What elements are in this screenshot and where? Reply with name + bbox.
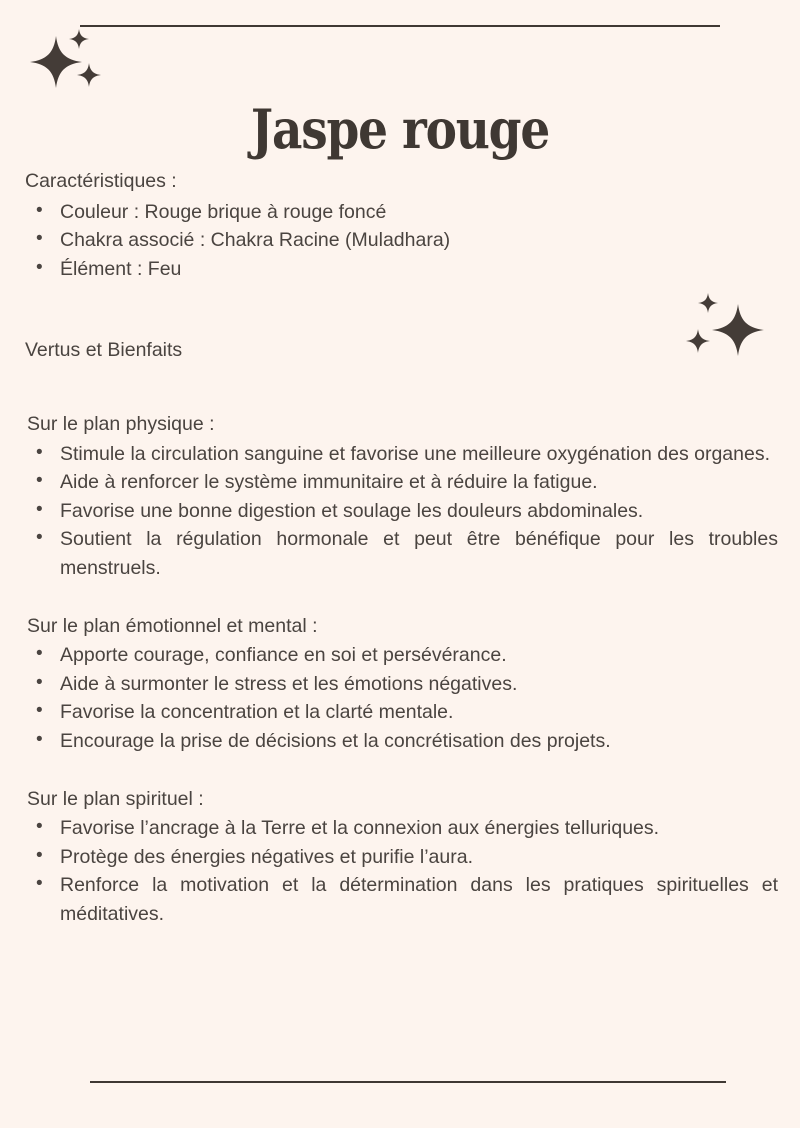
document-body [0,168,800,928]
list-item: • Favorise l’ancrage à la Terre et la connexion aux énergies telluriques. [60,814,778,843]
top-divider-rule [80,25,720,27]
bottom-divider-rule [90,1081,726,1083]
benefits-heading: Vertus et Bienfaits [25,339,183,362]
spacer [0,283,800,337]
subheading-physical: Sur le plan physique : [27,413,215,436]
list-item: • Aide à renforcer le système immunitaire et à réduire la fatigue. [60,468,778,497]
page-title: Jaspe rouge [250,98,550,163]
list-item: • Élément : Feu [60,255,778,284]
spacer [0,756,800,786]
characteristics-heading: Caractéristiques : [25,170,177,192]
list-item: • Renforce la motivation et la détermination dans les pratiques spirituelles et méditatives. [60,871,778,928]
sparkle-icon [30,34,82,90]
subheading-spiritual: Sur le plan spirituel : [27,787,204,810]
list-item: • Favorise la concentration et la clarté mentale. [60,698,778,727]
list-item: • Favorise une bonne digestion et soulage les douleurs abdominales. [60,497,778,526]
list-item: • Apporte courage, confiance en soi et persévérance. [60,641,778,670]
spiritual-benefits-list [0,814,800,928]
list-item: • Soutient la régulation hormonale et peut être bénéfique pour les troubles menstruels. [60,525,778,582]
list-item: • Chakra associé : Chakra Racine (Muladhara) [60,226,778,255]
characteristics-list [0,198,800,284]
sparkle-icon [77,62,101,88]
spacer [0,367,800,411]
list-item: • Encourage la prise de décisions et la concrétisation des projets. [60,727,778,756]
list-item: • Couleur : Rouge brique à rouge foncé [60,198,778,227]
spacer [0,583,800,613]
emotional-benefits-list [0,641,800,755]
physical-benefits-list [0,440,800,583]
list-item: • Aide à surmonter le stress et les émotions négatives. [60,670,778,699]
top-left-sparkle-cluster [22,22,112,94]
sparkle-icon [69,28,89,50]
subheading-emotional: Sur le plan émotionnel et mental : [27,614,318,637]
list-item: • Stimule la circulation sanguine et favorise une meilleure oxygénation des organes. [60,440,778,469]
list-item: • Protège des énergies négatives et purifie l’aura. [60,843,778,872]
